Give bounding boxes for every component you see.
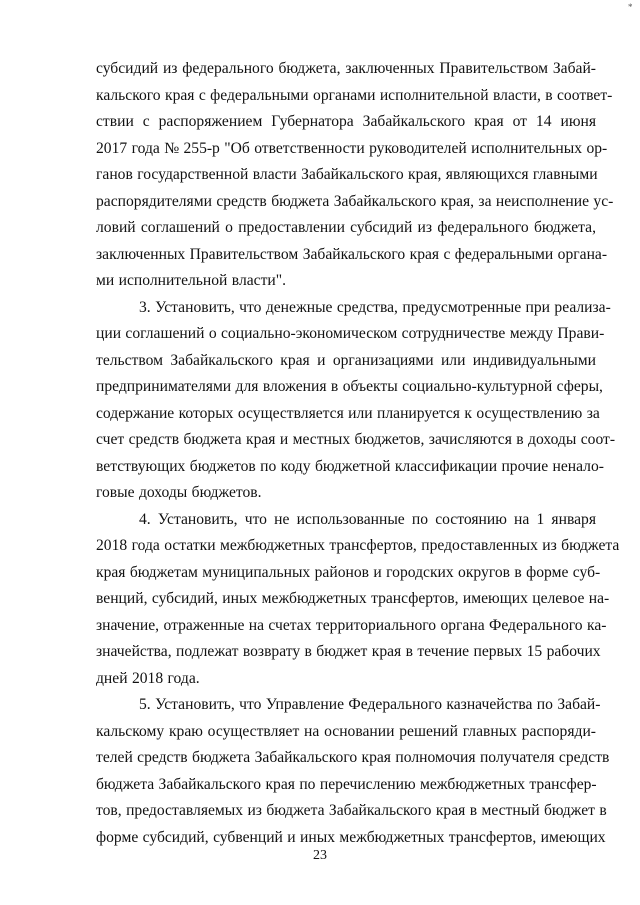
text-line: форме субсидий, субвенций и иных межбюджетных трансфертов, имеющих	[96, 828, 606, 846]
text-line: ловий соглашений о предоставлении субсидий из федерального бюджета,	[96, 219, 596, 236]
text-line: кальского края с федеральными органами исполнительной власти, в соответ-	[96, 86, 613, 104]
text-line: ветствующих бюджетов по коду бюджетной классификации прочие ненало-	[96, 457, 604, 475]
text-line: края бюджетам муниципальных районов и городских округов в форме суб-	[96, 563, 601, 581]
text-line: кальскому краю осуществляет на основании решений главных распоряди-	[96, 722, 596, 740]
text-line: 4. Установить, что не использованные по состоянию на 1 января	[139, 510, 596, 528]
text-line: субсидий из федерального бюджета, заключенных Правительством Забай-	[96, 60, 596, 77]
text-line: ствии с распоряжением Губернатора Забайкальского края от 14 июня	[96, 113, 596, 130]
text-line: значейства, подлежат возврату в бюджет края в течение первых 15 рабочих	[96, 643, 601, 660]
text-line: говые доходы бюджетов.	[96, 484, 262, 501]
text-line: 3. Установить, что денежные средства, предусмотренные при реализа-	[139, 298, 611, 316]
text-line: ми исполнительной власти".	[96, 272, 287, 289]
corner-mark: *	[628, 2, 633, 12]
text-line: 5. Установить, что Управление Федерального казначейства по Забай-	[139, 696, 601, 713]
text-line: содержание которых осуществляется или планируется к осуществлению за	[96, 404, 600, 422]
text-line: ганов государственной власти Забайкальского края, являющихся главными	[96, 166, 598, 183]
text-line: венций, субсидий, иных межбюджетных трансфертов, имеющих целевое на-	[96, 590, 610, 607]
text-line: значение, отраженные на счетах территориального органа Федерального ка-	[96, 616, 607, 634]
text-line: тельством Забайкальского края и организациями или индивидуальными	[96, 351, 596, 369]
text-line: ции соглашений о социально-экономическом сотрудничестве между Прави-	[96, 325, 605, 342]
text-line: дней 2018 года.	[96, 669, 200, 687]
text-line: распорядителями средств бюджета Забайкальского края, за неисполнение ус-	[96, 192, 614, 210]
page-number: 23	[313, 848, 327, 863]
text-line: 2017 года № 255-р "Об ответственности руководителей исполнительных ор-	[96, 139, 608, 157]
text-line: заключенных Правительством Забайкальского края с федеральными органа-	[96, 245, 608, 263]
document-body	[96, 56, 620, 851]
text-line: телей средств бюджета Забайкальского края полномочия получателя средств	[96, 749, 610, 766]
text-line: 2018 года остатки межбюджетных трансфертов, предоставленных из бюджета	[96, 537, 620, 554]
text-line: предпринимателями для вложения в объекты социально-культурной сферы,	[96, 378, 603, 395]
text-line: бюджета Забайкальского края по перечислению межбюджетных трансфер-	[96, 775, 597, 793]
text-line: тов, предоставляемых из бюджета Забайкальского края в местный бюджет в	[96, 802, 607, 819]
text-line: счет средств бюджета края и местных бюджетов, зачисляются в доходы соот-	[96, 431, 616, 448]
